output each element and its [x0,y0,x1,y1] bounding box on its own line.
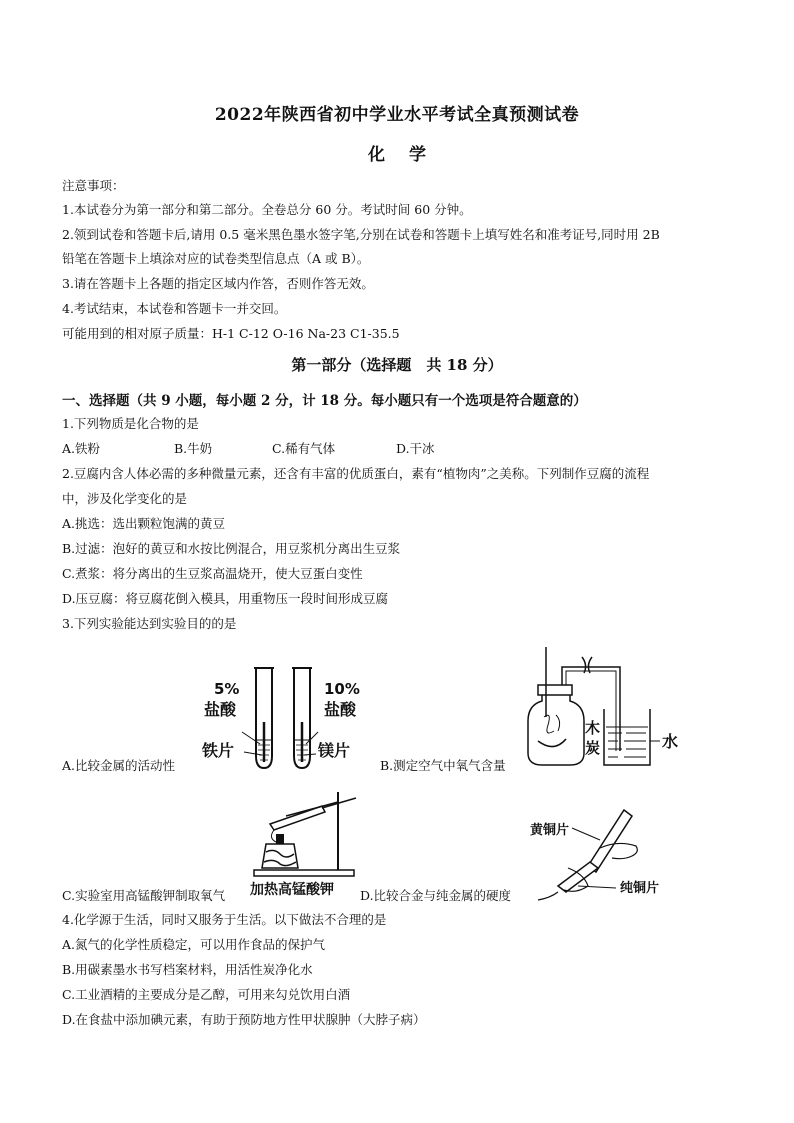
magnesium-strip-label: 镁片 [318,741,351,760]
heating-potassium-permanganate-figure [246,782,366,900]
note-item: 2.领到试卷和答题卡后,请用 0.5 毫米黑色墨水签字笔,分别在试卷和答题卡上填写姓名和准考证号,同时用 2B [62,227,660,242]
question-4-option-a: A.氮气的化学性质稳定，可以用作食品的保护气 [62,937,326,952]
question-4-option-d: D.在食盐中添加碘元素，有助于预防地方性甲状腺肿（大脖子病） [62,1012,426,1027]
question-2-stem-cont: 中，涉及化学变化的是 [62,491,188,506]
exam-title: 2022年陕西省初中学业水平考试全真预测试卷 [214,105,580,125]
question-4-stem: 4.化学源于生活，同时又服务于生活。以下做法不合理的是 [62,912,387,927]
iron-strip-label: 铁片 [202,741,235,760]
note-item: 1.本试卷分为第一部分和第二部分。全卷总分 60 分。考试时间 60 分钟。 [62,202,472,217]
question-1-option-a: A.铁粉 [62,441,101,456]
left-acid-concentration: 5% [214,680,240,698]
right-acid-label: 盐酸 [324,700,357,719]
question-2-option-a: A.挑选：选出颗粒饱满的黄豆 [62,516,226,531]
left-acid-label: 盐酸 [204,700,237,719]
brass-label: 黄铜片 [530,823,570,838]
question-1-option-c: C.稀有气体 [272,441,336,456]
hardness-comparison-figure [528,808,698,904]
note-item: 铅笔在答题卡上填涂对应的试卷类型信息点（A 或 B）。 [62,251,370,266]
question-3-option-a: A.比较金属的活动性 [62,758,176,773]
question-2-stem: 2.豆腐内含人体必需的多种微量元素，还含有丰富的优质蛋白，素有“植物肉”之美称。下列制作豆腐的流程 [62,466,650,481]
note-item: 3.请在答题卡上各题的指定区域内作答，否则作答无效。 [62,276,374,291]
question-2-option-c: C.煮浆：将分离出的生豆浆高温烧开，使大豆蛋白变性 [62,566,363,581]
charcoal-label-1: 木 [585,719,601,737]
question-4-option-b: B.用碳素墨水书写档案材料，用活性炭净化水 [62,962,313,977]
question-1-option-b: B.牛奶 [174,441,213,456]
right-acid-concentration: 10% [324,680,360,698]
atomic-masses: 可能用到的相对原子质量：H-1 C-12 O-16 Na-23 C1-35.5 [62,326,400,341]
water-label: 水 [662,732,679,751]
section1-heading: 一、选择题（共 9 小题，每小题 2 分，计 18 分。每小题只有一个选项是符合题意的） [62,393,587,409]
question-3-option-b: B.测定空气中氧气含量 [380,758,506,773]
part1-heading: 第一部分（选择题 共 18 分） [291,356,503,374]
test-tubes-figure [196,660,386,775]
question-4-option-c: C.工业酒精的主要成分是乙醇，可用来勾兑饮用白酒 [62,987,351,1002]
charcoal-label-2: 炭 [585,739,601,757]
question-3-option-c: C.实验室用高锰酸钾制取氧气 [62,888,226,903]
oxygen-content-apparatus [522,645,692,770]
question-3-option-d: D.比较合金与纯金属的硬度 [360,888,512,903]
question-2-option-d: D.压豆腐：将豆腐花倒入模具，用重物压一段时间形成豆腐 [62,591,389,606]
question-2-option-b: B.过滤：泡好的黄豆和水按比例混合，用豆浆机分离出生豆浆 [62,541,401,556]
question-1-option-d: D.干冰 [396,441,435,456]
question-3-stem: 3.下列实验能达到实验目的的是 [62,616,237,631]
note-item: 4.考试结束，本试卷和答题卡一并交回。 [62,301,287,316]
notes-heading: 注意事项： [62,178,125,193]
pure-copper-label: 纯铜片 [620,881,660,896]
question-1-stem: 1.下列物质是化合物的是 [62,416,199,431]
subject-title: 化学 [368,145,450,165]
heating-caption: 加热高锰酸钾 [250,882,334,898]
